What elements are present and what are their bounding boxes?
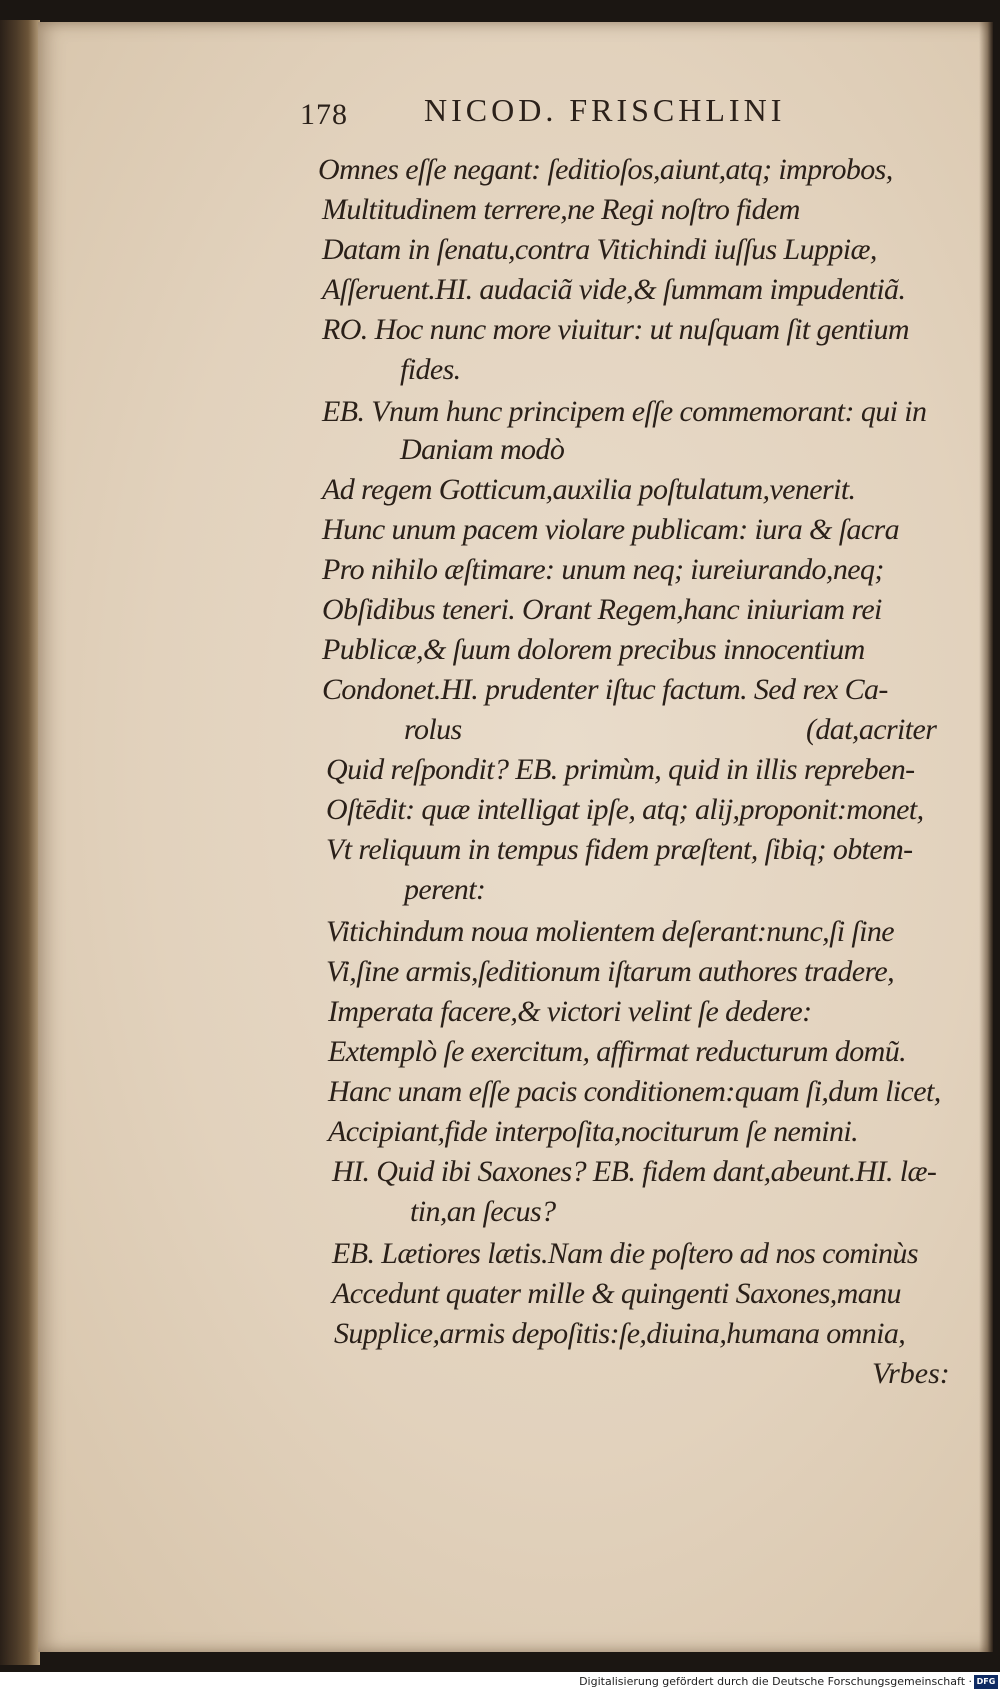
funding-credit: Digitalisierung gefördert durch die Deutsche Forschungsgemeinschaft · bbox=[579, 1675, 972, 1688]
page-number: 178 bbox=[300, 98, 348, 131]
text-line: Publicæ,& ſuum dolorem precibus innocentium bbox=[322, 633, 865, 666]
text-line: Hanc unam eſſe pacis conditionem:quam ſi,dum licet, bbox=[328, 1075, 941, 1108]
text-line: Pro nihilo æſtimare: unum neq; iureiurando,neq; bbox=[322, 553, 884, 586]
text-line: Multitudinem terrere,ne Regi noſtro fidem bbox=[322, 193, 800, 226]
text-line: Supplice,armis depoſitis:ſe,diuina,humana omnia, bbox=[334, 1317, 906, 1350]
text-line: Quid reſpondit? EB. primùm, quid in illis repreben- bbox=[326, 753, 915, 786]
text-line: HI. Quid ibi Saxones? EB. fidem dant,abeunt.HI. læ- bbox=[332, 1155, 937, 1188]
text-line: Extemplò ſe exercitum, affirmat reducturum domũ. bbox=[328, 1035, 907, 1068]
running-head: NICOD. FRISCHLINI bbox=[424, 92, 786, 128]
text-line: Datam in ſenatu,contra Vitichindi iuſſus Luppiæ, bbox=[322, 233, 877, 266]
text-line: Vi,ſine armis,ſeditionum iſtarum authores tradere, bbox=[326, 955, 895, 988]
text-line: Obſidibus teneri. Orant Regem,hanc iniuriam rei bbox=[322, 593, 882, 626]
text-line-turnover: (dat,acriter bbox=[806, 713, 937, 746]
text-line-indented: fides. bbox=[400, 353, 461, 386]
text-line: Imperata facere,& victori velint ſe dedere: bbox=[328, 995, 812, 1028]
text-line: EB. Vnum hunc principem eſſe commemorant: qui in bbox=[322, 395, 927, 428]
text-line-indented: Daniam modò bbox=[400, 433, 565, 466]
catchword: Vrbes: bbox=[872, 1357, 950, 1390]
text-line: Vt reliquum in tempus fidem præſtent, ſibiq; obtem- bbox=[326, 833, 913, 866]
text-line-indented: tin,an ſecus? bbox=[410, 1195, 556, 1228]
text-line: Hunc unum pacem violare publicam: iura & ſacra bbox=[322, 513, 900, 546]
text-line-indented: rolus bbox=[404, 713, 462, 746]
text-line: Omnes eſſe negant: ſeditioſos,aiunt,atq; improbos, bbox=[318, 153, 893, 186]
text-line: EB. Lætiores lætis.Nam die poſtero ad nos cominùs bbox=[332, 1237, 918, 1270]
text-line: Condonet.HI. prudenter iſtuc factum. Sed rex Ca- bbox=[322, 673, 888, 706]
text-line: Oſtēdit: quæ intelligat ipſe, atq; alij,proponit:monet, bbox=[326, 793, 924, 826]
dfg-logo: DFG bbox=[974, 1675, 998, 1689]
text-line: Accedunt quater mille & quingenti Saxones,manu bbox=[332, 1277, 901, 1310]
text-line-indented: perent: bbox=[404, 873, 486, 906]
text-line: Aſſeruent.HI. audaciã vide,& ſummam impudentiã. bbox=[322, 273, 906, 306]
text-line: Vitichindum noua molientem deſerant:nunc,ſi ſine bbox=[326, 915, 895, 948]
digitization-footer bbox=[0, 1672, 1000, 1693]
text-line: Accipiant,fide interpoſita,nociturum ſe nemini. bbox=[328, 1115, 859, 1148]
text-line: RO. Hoc nunc more viuitur: ut nuſquam ſit gentium bbox=[322, 313, 909, 346]
text-line: Ad regem Gotticum,auxilia poſtulatum,venerit. bbox=[322, 473, 856, 506]
